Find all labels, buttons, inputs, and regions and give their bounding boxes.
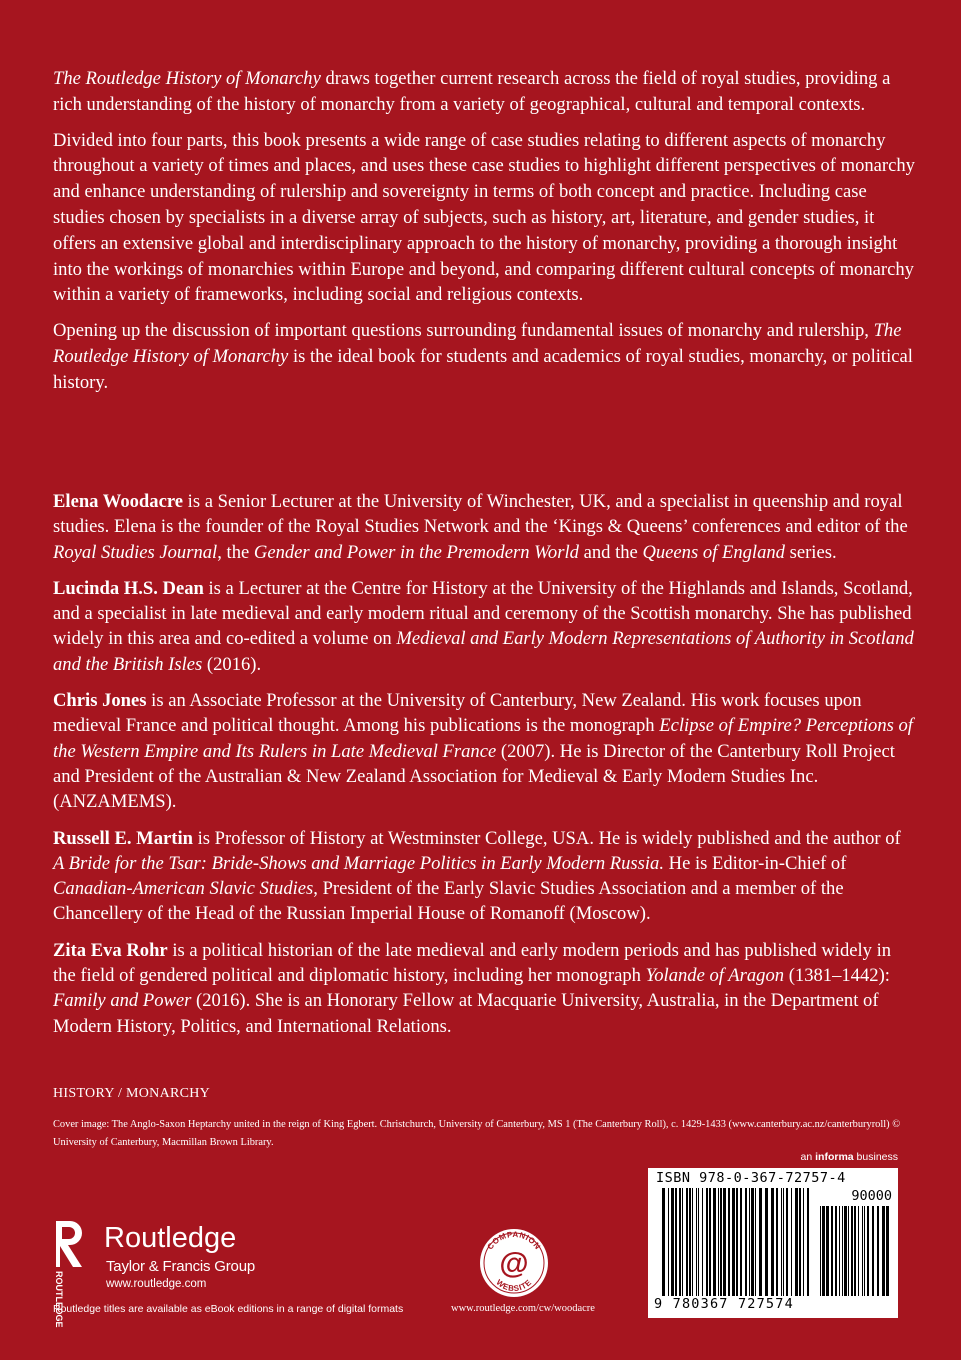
barcode-bar [749,1188,750,1296]
editor-name: Lucinda H.S. Dean [53,577,204,599]
barcode-bar [765,1188,768,1296]
barcode-bar [886,1206,889,1296]
barcode-bar [854,1206,856,1296]
price-code: 90000 [851,1188,892,1204]
barcode-bar [675,1188,677,1296]
barcode-bar [862,1206,863,1296]
barcode-bar [671,1188,674,1296]
logo-vertical-text: ROUTLEDGE [54,1271,64,1328]
barcode-bar [842,1206,843,1296]
informa-tagline: an informa business [800,1151,898,1163]
barcode-bar [692,1188,693,1296]
barcode-bar [791,1188,792,1296]
ean-digits: 9 780367 727574 [654,1296,794,1312]
bio-rohr: Zita Eva Rohr is a political historian of the late medieval and early modern periods and has published widely in the field of gendered political and diplomatic history, including her monograph Yolande of Aragon (1381–1442): Family and Power (2016). She is an Honorary Fellow at Macquarie University, Australia, in the Department of Modern History, Politics, and International Relations. [53,939,892,1037]
ean-barcode-bars [662,1188,812,1296]
barcode-bar [831,1206,833,1296]
companion-bottom-text: WEBSITE [494,1277,534,1294]
barcode-bar [844,1206,847,1296]
barcode-bar [662,1188,665,1296]
bio-jones: Chris Jones is an Associate Professor at the University of Canterbury, New Zealand. His work focuses upon medieval France and political thought. Among his publications is the monograph Eclipse of Empire? Perceptions of the Western Empire and Its Rulers in Late Medieval France (2007). He is Director of the Canterbury Roll Project and President of the Australian & New Zealand Association for Medieval & Early Modern Studies Inc. (ANZAMEMS). [53,690,913,813]
barcode-bar [759,1188,762,1296]
barcode-bar [668,1188,669,1296]
barcode-bar [781,1188,782,1296]
publisher-group: Taylor & Francis Group [106,1258,255,1275]
barcode-bar [783,1188,784,1296]
editor-bios [53,489,915,1050]
barcode-bar [682,1188,683,1296]
barcode-bar [822,1206,825,1296]
barcode-bar [736,1188,738,1296]
description-paragraph-3: Opening up the discussion of important questions surrounding fundamental issues of monarchy and rulership, The Routledge History of Monarchy is the ideal book for students and academics of royal studies, monarchy, or political history. [53,320,913,393]
book-title: The Routledge History of Monarchy [53,320,902,367]
editor-name: Chris Jones [53,690,147,712]
book-title: The Routledge History of Monarchy [53,68,321,89]
isbn-number: ISBN 978-0-367-72757-4 [656,1170,846,1186]
description-paragraph-1: The Routledge History of Monarchy draws together current research across the field of royal studies, providing a rich understanding of the history of monarchy from a variety of geographical, cultural and temporal contexts. [53,68,891,115]
routledge-logo-icon [52,1219,96,1328]
barcode-bar [723,1188,726,1296]
editor-name: Elena Woodacre [53,491,183,512]
cover-image-credit: Cover image: The Anglo-Saxon Heptarchy united in the reign of King Egbert. Christchurch, University of Canterbury, MS 1 (The Canterbury Roll), c. 1429-1433 (www.canterbury.ac.nz/canterburyroll) © University of Canterbury, Macmillan Brown Library. [53,1119,901,1148]
publisher-name: Routledge [104,1222,237,1254]
at-symbol: @ [499,1247,529,1280]
companion-top-text: COMPANION [485,1229,543,1252]
barcode-bar [696,1188,697,1296]
barcode-bar [820,1206,821,1296]
barcode-bar [799,1188,801,1296]
barcode-bar [795,1188,798,1296]
barcode-bar [882,1206,885,1296]
description-paragraph-2: Divided into four parts, this book presents a wide range of case studies relating to different aspects of monarchy throughout a variety of times and places, and uses these case studies to highlight different perspectives of monarchy and enhance understanding of rulership and sovereignty in terms of both concept and practice. Including case studies chosen by specialists in a diverse array of subjects, such as history, art, literature, and gender studies, it offers an extensive global and interdisciplinary approach to the history of monarchy, providing a thorough insight into the workings of monarchies within Europe and beyond, and comparing different cultural concepts of monarchy within a variety of frameworks, including social and religious contexts. [53,129,915,306]
barcode-bar [679,1188,681,1296]
publisher-url: www.routledge.com [106,1278,207,1290]
barcode-bar [803,1188,804,1296]
barcode-bar [709,1188,711,1296]
barcode-bar [728,1188,730,1296]
barcode-bar [867,1206,869,1296]
barcode-bar [872,1206,874,1296]
barcode-bar [864,1206,865,1296]
barcode-bar [807,1188,809,1296]
isbn-barcode [648,1168,898,1318]
barcode-bar [751,1188,754,1296]
companion-url: www.routledge.com/cw/woodacre [451,1303,595,1314]
ebook-note: Routledge titles are available as eBook editions in a range of digital formats [53,1303,404,1315]
barcode-bar [839,1206,840,1296]
editor-name: Zita Eva Rohr [53,939,168,961]
barcode-bar [877,1206,879,1296]
addon-barcode-bars [820,1206,888,1296]
barcode-bar [786,1188,788,1296]
barcode-bar [835,1206,837,1296]
barcode-bar [718,1188,719,1296]
barcode-bar [720,1188,722,1296]
editor-name: Russell E. Martin [53,827,193,849]
barcode-bar [698,1188,699,1296]
subject-category: HISTORY / MONARCHY [53,1086,211,1101]
barcode-bar [713,1188,716,1296]
bio-martin: Russell E. Martin is Professor of History at Westminster College, USA. He is widely published and the author of A Bride for the Tsar: Bride-Shows and Marriage Politics in Early Modern Russia. He is Editor-in-Chief of Canadian-American Slavic Studies, President of the Early Slavic Studies Association and a member of the Chancellery of the Head of the Russian Imperial House of Romanoff (Moscow). [53,827,901,925]
barcode-bar [686,1188,688,1296]
barcode-bar [689,1188,691,1296]
barcode-bar [771,1188,774,1296]
barcode-bar [732,1188,735,1296]
barcode-bar [826,1206,829,1296]
barcode-bar [851,1206,853,1296]
companion-website-icon [478,1227,550,1299]
barcode-bar [702,1188,703,1296]
barcode-bar [776,1188,778,1296]
barcode-bar [706,1188,708,1296]
barcode-bar [858,1206,859,1296]
bio-dean: Lucinda H.S. Dean is a Lecturer at the Centre for History at the University of the Highlands and Islands, Scotland, and a specialist in late medieval and early modern ritual and ceremony of the Scottish monarchy. She has published widely in this area and co-edited a volume on Medieval and Early Modern Representations of Authority in Scotland and the British Isles (2016). [53,577,914,675]
book-description [53,66,915,406]
barcode-bar [848,1206,849,1296]
barcode-bar [755,1188,756,1296]
bio-woodacre: Elena Woodacre is a Senior Lecturer at the University of Winchester, UK, and a specialist in queenship and royal studies. Elena is the founder of the Royal Studies Network and the ‘Kings & Queens’ conferences and editor of the Royal Studies Journal, the Gender and Power in the Premodern World and the Queens of England series. [53,491,908,563]
barcode-bar [740,1188,742,1296]
barcode-bar [745,1188,747,1296]
informa-logo: informa [815,1151,854,1163]
